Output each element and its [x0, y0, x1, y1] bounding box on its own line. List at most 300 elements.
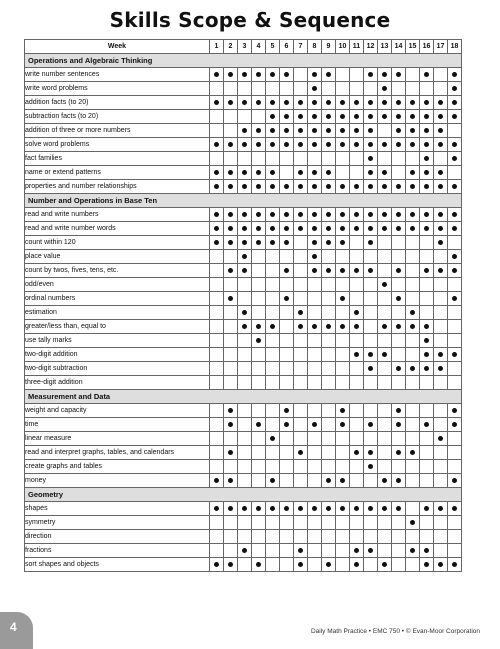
skill-name: time — [25, 418, 210, 432]
week-cell — [266, 68, 280, 82]
skill-name: two-digit addition — [25, 348, 210, 362]
week-cell — [420, 236, 434, 250]
covered-dot-icon — [228, 422, 233, 427]
week-cell — [294, 208, 308, 222]
covered-dot-icon — [410, 310, 415, 315]
covered-dot-icon — [438, 170, 443, 175]
covered-dot-icon — [284, 408, 289, 413]
week-cell — [434, 278, 448, 292]
covered-dot-icon — [256, 324, 261, 329]
covered-dot-icon — [256, 240, 261, 245]
covered-dot-icon — [368, 114, 373, 119]
skill-row — [25, 362, 462, 376]
covered-dot-icon — [368, 464, 373, 469]
week-cell — [406, 432, 420, 446]
covered-dot-icon — [424, 100, 429, 105]
week-cell — [364, 432, 378, 446]
covered-dot-icon — [438, 268, 443, 273]
covered-dot-icon — [270, 324, 275, 329]
week-cell — [378, 404, 392, 418]
covered-dot-icon — [368, 422, 373, 427]
week-cell — [266, 152, 280, 166]
week-cell — [308, 446, 322, 460]
week-cell — [336, 418, 350, 432]
week-cell — [322, 152, 336, 166]
covered-dot-icon — [424, 156, 429, 161]
week-cell — [252, 516, 266, 530]
week-cell — [266, 432, 280, 446]
week-cell — [406, 124, 420, 138]
covered-dot-icon — [438, 142, 443, 147]
week-header-label: Week — [25, 40, 210, 54]
week-cell — [266, 208, 280, 222]
week-cell — [406, 180, 420, 194]
week-cell — [322, 236, 336, 250]
week-cell — [420, 334, 434, 348]
covered-dot-icon — [382, 352, 387, 357]
section-row — [25, 54, 462, 68]
covered-dot-icon — [298, 100, 303, 105]
week-cell — [350, 208, 364, 222]
covered-dot-icon — [452, 184, 457, 189]
week-cell — [252, 222, 266, 236]
covered-dot-icon — [410, 212, 415, 217]
week-cell — [210, 306, 224, 320]
week-cell — [280, 180, 294, 194]
skill-name: addition of three or more numbers — [25, 124, 210, 138]
week-cell — [336, 222, 350, 236]
week-cell — [210, 446, 224, 460]
skill-name: place value — [25, 250, 210, 264]
week-cell — [266, 222, 280, 236]
week-cell — [406, 82, 420, 96]
week-cell — [448, 376, 462, 390]
week-cell — [322, 180, 336, 194]
week-cell — [448, 474, 462, 488]
week-cell — [280, 306, 294, 320]
week-cell — [294, 502, 308, 516]
week-cell — [224, 348, 238, 362]
week-cell — [210, 166, 224, 180]
week-cell — [238, 460, 252, 474]
week-cell — [322, 96, 336, 110]
week-cell — [210, 152, 224, 166]
week-header: 14 — [392, 40, 406, 54]
week-cell — [210, 530, 224, 544]
covered-dot-icon — [326, 240, 331, 245]
covered-dot-icon — [284, 296, 289, 301]
week-cell — [378, 376, 392, 390]
week-cell — [238, 558, 252, 572]
week-cell — [434, 110, 448, 124]
week-cell — [364, 544, 378, 558]
week-cell — [238, 166, 252, 180]
week-cell — [364, 250, 378, 264]
covered-dot-icon — [424, 324, 429, 329]
week-cell — [336, 320, 350, 334]
covered-dot-icon — [438, 226, 443, 231]
week-cell — [378, 264, 392, 278]
skill-row — [25, 180, 462, 194]
covered-dot-icon — [396, 128, 401, 133]
week-cell — [224, 516, 238, 530]
covered-dot-icon — [298, 128, 303, 133]
week-cell — [252, 292, 266, 306]
covered-dot-icon — [228, 296, 233, 301]
skill-row — [25, 418, 462, 432]
covered-dot-icon — [284, 128, 289, 133]
week-cell — [336, 124, 350, 138]
week-cell — [336, 516, 350, 530]
covered-dot-icon — [298, 226, 303, 231]
week-cell — [434, 362, 448, 376]
week-cell — [294, 306, 308, 320]
week-cell — [210, 474, 224, 488]
week-cell — [322, 446, 336, 460]
week-cell — [280, 124, 294, 138]
covered-dot-icon — [312, 268, 317, 273]
week-cell — [364, 82, 378, 96]
week-cell — [280, 320, 294, 334]
week-cell — [238, 348, 252, 362]
week-cell — [294, 544, 308, 558]
covered-dot-icon — [270, 114, 275, 119]
skill-name: count within 120 — [25, 236, 210, 250]
week-cell — [406, 502, 420, 516]
week-cell — [280, 250, 294, 264]
covered-dot-icon — [214, 478, 219, 483]
week-header: 7 — [294, 40, 308, 54]
week-cell — [266, 124, 280, 138]
week-cell — [238, 124, 252, 138]
week-cell — [224, 306, 238, 320]
week-header: 6 — [280, 40, 294, 54]
week-cell — [294, 180, 308, 194]
week-cell — [336, 376, 350, 390]
week-cell — [252, 208, 266, 222]
week-cell — [392, 180, 406, 194]
covered-dot-icon — [256, 184, 261, 189]
covered-dot-icon — [424, 212, 429, 217]
covered-dot-icon — [312, 422, 317, 427]
covered-dot-icon — [368, 506, 373, 511]
covered-dot-icon — [382, 170, 387, 175]
skill-row — [25, 264, 462, 278]
covered-dot-icon — [242, 324, 247, 329]
week-cell — [420, 418, 434, 432]
week-cell — [238, 278, 252, 292]
week-cell — [350, 110, 364, 124]
week-cell — [280, 404, 294, 418]
week-cell — [322, 544, 336, 558]
week-cell — [252, 306, 266, 320]
week-cell — [266, 306, 280, 320]
week-cell — [434, 446, 448, 460]
covered-dot-icon — [452, 268, 457, 273]
week-cell — [280, 544, 294, 558]
week-cell — [308, 264, 322, 278]
covered-dot-icon — [214, 142, 219, 147]
week-cell — [280, 446, 294, 460]
week-cell — [224, 236, 238, 250]
covered-dot-icon — [382, 114, 387, 119]
footer-credit: Daily Math Practice • EMC 750 • © Evan-Moor Corporation — [310, 628, 480, 635]
covered-dot-icon — [340, 142, 345, 147]
week-cell — [350, 474, 364, 488]
week-cell — [294, 278, 308, 292]
week-cell — [238, 152, 252, 166]
skill-row — [25, 544, 462, 558]
week-cell — [378, 460, 392, 474]
covered-dot-icon — [340, 478, 345, 483]
week-cell — [294, 222, 308, 236]
week-cell — [448, 250, 462, 264]
week-cell — [448, 362, 462, 376]
skill-row — [25, 432, 462, 446]
week-cell — [420, 460, 434, 474]
covered-dot-icon — [298, 142, 303, 147]
covered-dot-icon — [256, 562, 261, 567]
week-cell — [336, 82, 350, 96]
week-cell — [336, 250, 350, 264]
week-cell — [448, 502, 462, 516]
week-cell — [448, 558, 462, 572]
week-cell — [392, 264, 406, 278]
covered-dot-icon — [438, 436, 443, 441]
covered-dot-icon — [410, 520, 415, 525]
skill-row — [25, 376, 462, 390]
covered-dot-icon — [424, 184, 429, 189]
skill-name: symmetry — [25, 516, 210, 530]
week-cell — [392, 544, 406, 558]
week-cell — [378, 152, 392, 166]
week-cell — [350, 432, 364, 446]
covered-dot-icon — [382, 100, 387, 105]
week-cell — [266, 544, 280, 558]
covered-dot-icon — [424, 128, 429, 133]
week-cell — [294, 152, 308, 166]
week-cell — [308, 152, 322, 166]
week-cell — [280, 502, 294, 516]
week-cell — [224, 68, 238, 82]
week-cell — [210, 250, 224, 264]
covered-dot-icon — [242, 170, 247, 175]
covered-dot-icon — [452, 352, 457, 357]
week-cell — [420, 68, 434, 82]
week-cell — [392, 460, 406, 474]
week-cell — [238, 320, 252, 334]
covered-dot-icon — [298, 548, 303, 553]
week-cell — [434, 250, 448, 264]
week-cell — [392, 432, 406, 446]
covered-dot-icon — [396, 184, 401, 189]
covered-dot-icon — [382, 282, 387, 287]
covered-dot-icon — [452, 296, 457, 301]
covered-dot-icon — [424, 352, 429, 357]
week-cell — [350, 418, 364, 432]
week-cell — [210, 124, 224, 138]
week-cell — [406, 152, 420, 166]
covered-dot-icon — [354, 310, 359, 315]
week-cell — [364, 460, 378, 474]
covered-dot-icon — [368, 226, 373, 231]
week-cell — [350, 166, 364, 180]
covered-dot-icon — [298, 184, 303, 189]
week-cell — [364, 516, 378, 530]
covered-dot-icon — [410, 128, 415, 133]
covered-dot-icon — [242, 212, 247, 217]
week-cell — [392, 278, 406, 292]
covered-dot-icon — [284, 226, 289, 231]
week-cell — [252, 152, 266, 166]
week-cell — [336, 334, 350, 348]
week-cell — [406, 292, 420, 306]
week-cell — [308, 110, 322, 124]
week-cell — [238, 138, 252, 152]
week-cell — [294, 82, 308, 96]
week-cell — [434, 334, 448, 348]
week-cell — [364, 530, 378, 544]
covered-dot-icon — [354, 100, 359, 105]
week-cell — [294, 110, 308, 124]
week-cell — [350, 362, 364, 376]
week-cell — [322, 292, 336, 306]
covered-dot-icon — [340, 100, 345, 105]
week-cell — [336, 306, 350, 320]
week-cell — [322, 474, 336, 488]
covered-dot-icon — [410, 450, 415, 455]
week-cell — [378, 474, 392, 488]
week-cell — [280, 278, 294, 292]
week-cell — [266, 474, 280, 488]
week-cell — [308, 530, 322, 544]
week-cell — [406, 516, 420, 530]
covered-dot-icon — [340, 506, 345, 511]
skill-name: read and interpret graphs, tables, and calendars — [25, 446, 210, 460]
week-cell — [364, 404, 378, 418]
covered-dot-icon — [438, 506, 443, 511]
covered-dot-icon — [354, 142, 359, 147]
covered-dot-icon — [256, 226, 261, 231]
week-cell — [350, 334, 364, 348]
week-cell — [224, 124, 238, 138]
week-cell — [322, 306, 336, 320]
week-cell — [294, 166, 308, 180]
week-cell — [336, 96, 350, 110]
section-title: Operations and Algebraic Thinking — [25, 54, 462, 68]
covered-dot-icon — [354, 548, 359, 553]
week-cell — [294, 446, 308, 460]
week-cell — [434, 166, 448, 180]
week-cell — [392, 166, 406, 180]
week-cell — [420, 124, 434, 138]
week-cell — [448, 320, 462, 334]
covered-dot-icon — [242, 142, 247, 147]
week-cell — [224, 446, 238, 460]
week-cell — [392, 418, 406, 432]
skill-row — [25, 306, 462, 320]
covered-dot-icon — [424, 72, 429, 77]
week-cell — [448, 124, 462, 138]
covered-dot-icon — [410, 100, 415, 105]
week-cell — [434, 558, 448, 572]
week-header: 9 — [322, 40, 336, 54]
week-cell — [322, 334, 336, 348]
week-cell — [336, 292, 350, 306]
week-cell — [308, 502, 322, 516]
covered-dot-icon — [368, 100, 373, 105]
week-cell — [336, 544, 350, 558]
week-cell — [224, 432, 238, 446]
week-cell — [350, 82, 364, 96]
week-cell — [378, 96, 392, 110]
week-cell — [364, 222, 378, 236]
covered-dot-icon — [452, 142, 457, 147]
week-cell — [378, 124, 392, 138]
week-cell — [252, 544, 266, 558]
week-cell — [350, 502, 364, 516]
week-cell — [224, 320, 238, 334]
week-cell — [364, 68, 378, 82]
week-cell — [294, 334, 308, 348]
week-cell — [392, 404, 406, 418]
page-number: 4 — [10, 620, 17, 634]
week-cell — [448, 222, 462, 236]
covered-dot-icon — [256, 142, 261, 147]
week-cell — [392, 376, 406, 390]
week-cell — [406, 418, 420, 432]
week-cell — [210, 544, 224, 558]
week-cell — [294, 236, 308, 250]
covered-dot-icon — [214, 226, 219, 231]
covered-dot-icon — [326, 324, 331, 329]
covered-dot-icon — [354, 114, 359, 119]
week-cell — [252, 320, 266, 334]
covered-dot-icon — [368, 128, 373, 133]
week-cell — [224, 166, 238, 180]
covered-dot-icon — [368, 366, 373, 371]
week-cell — [364, 362, 378, 376]
covered-dot-icon — [424, 268, 429, 273]
covered-dot-icon — [410, 184, 415, 189]
covered-dot-icon — [298, 324, 303, 329]
week-cell — [448, 418, 462, 432]
covered-dot-icon — [326, 268, 331, 273]
week-cell — [294, 558, 308, 572]
covered-dot-icon — [438, 184, 443, 189]
covered-dot-icon — [354, 324, 359, 329]
week-header: 3 — [238, 40, 252, 54]
covered-dot-icon — [354, 128, 359, 133]
week-cell — [434, 124, 448, 138]
week-cell — [266, 530, 280, 544]
week-cell — [322, 502, 336, 516]
skill-row — [25, 222, 462, 236]
skill-name: greater/less than, equal to — [25, 320, 210, 334]
week-cell — [252, 502, 266, 516]
covered-dot-icon — [382, 478, 387, 483]
week-cell — [392, 124, 406, 138]
week-cell — [322, 138, 336, 152]
covered-dot-icon — [228, 100, 233, 105]
week-cell — [308, 208, 322, 222]
week-cell — [322, 362, 336, 376]
week-cell — [364, 418, 378, 432]
week-cell — [238, 530, 252, 544]
week-cell — [294, 250, 308, 264]
week-cell — [252, 250, 266, 264]
week-cell — [224, 208, 238, 222]
